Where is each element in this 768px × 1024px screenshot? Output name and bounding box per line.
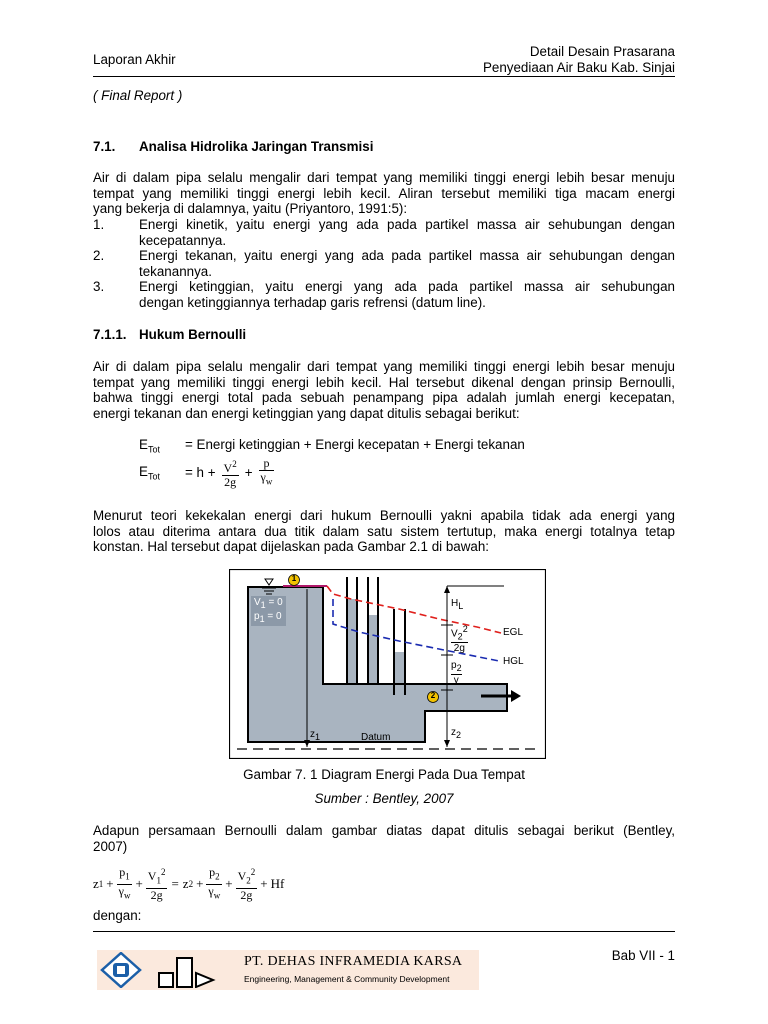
dengan-label: dengan: [93, 908, 142, 923]
initial-conditions-box [251, 596, 286, 626]
para-line: Air di dalam pipa selalu mengalir dari tempat yang memiliki tinggi energi lebih besar menuju [93, 170, 675, 185]
para-line: tempat yang memiliki tinggi energi lebih kecil. Aliran tersebut memiliki tiga macam energi [93, 185, 675, 201]
velocity-head-label [451, 624, 468, 654]
para-line: konstan. Hal tersebut dapat dijelaskan pada Gambar 2.1 di bawah: [93, 539, 490, 554]
p1-fraction [117, 866, 133, 902]
equation-etot-symbolic [185, 456, 274, 490]
plus: + [135, 876, 143, 891]
equation-etot-words [139, 437, 160, 458]
figure-caption: Gambar 7. 1 Diagram Energi Pada Dua Tempat [243, 767, 525, 782]
V2-sub: 2 [246, 875, 251, 886]
para-line: yang bekerja di dalamnya, yaitu (Priyantoro, 1991:5): [93, 201, 408, 216]
z2-sub: 2 [456, 730, 462, 740]
list-item [93, 248, 675, 279]
v2-sup: 2 [462, 624, 468, 634]
eq-kinetic-fraction [222, 458, 239, 489]
z2: z [182, 876, 189, 891]
z2-symbol: z [451, 727, 456, 738]
eq-sq: 2 [232, 458, 237, 469]
z1-sub: 1 [98, 879, 104, 889]
v1-symbol: V [254, 597, 261, 608]
equation-etot-rhs: = Energi ketinggian + Energi kecepatan + Energi tekanan [185, 437, 525, 452]
p2-fraction [206, 866, 222, 902]
bernoulli-intro-paragraph [93, 823, 675, 854]
company-name: PT. DEHAS INFRAMEDIA KARSA [244, 954, 463, 969]
datum-label: Datum [361, 732, 391, 743]
p2-sub: 2 [215, 871, 220, 882]
plus: + [260, 876, 268, 891]
plus: + [225, 876, 233, 891]
p1-value: = 0 [264, 611, 282, 622]
footer-company-band [97, 950, 479, 990]
hl-symbol: H [451, 598, 459, 609]
v1-sub: 1 [260, 600, 266, 610]
eq-p: p [259, 457, 275, 471]
list-item [93, 217, 675, 248]
para-line: Adapun persamaan Bernoulli dalam gambar diatas dapat ditulis sebagai berikut (Bentley, [93, 823, 675, 838]
z1-label [310, 729, 320, 742]
para-line: 2007) [93, 838, 128, 854]
two-g: 2g [453, 643, 465, 655]
list-line: Energi tekanan, yaitu energi yang ada pada partikel massa air sehubungan dengan [139, 248, 675, 263]
energy-diagram [229, 569, 546, 759]
company-tagline: Engineering, Management & Community Development [244, 974, 450, 984]
z1-symbol: z [310, 729, 315, 740]
p1-sub: 1 [259, 614, 265, 624]
v1-value: = 0 [265, 597, 283, 608]
marker-1-label: 1 [291, 574, 297, 583]
conservation-paragraph [93, 508, 675, 555]
hl-sub: L [458, 601, 464, 611]
list-line: Energi ketinggian, yaitu energi yang ada pada partikel massa air sehubungan [139, 279, 675, 294]
company-logo-icon [99, 952, 239, 988]
eq-sub: Tot [147, 444, 160, 455]
section-7-1-number: 7.1. [93, 139, 116, 154]
eq-E: E [139, 437, 148, 452]
pressure-head-label [451, 660, 462, 686]
marker-2-label: 2 [430, 691, 436, 700]
p2-symbol: p [451, 660, 457, 671]
w-sub: w [213, 889, 221, 900]
headloss-label [451, 598, 463, 611]
hf: Hf [270, 876, 285, 891]
header-rule [93, 76, 675, 77]
V1: V [147, 869, 157, 884]
z1: z [93, 876, 99, 891]
section-7-1-1-number: 7.1.1. [93, 327, 127, 342]
two-g: 2g [240, 887, 253, 902]
egl-label: EGL [503, 627, 524, 638]
z2-sub: 2 [188, 879, 194, 889]
section-7-1-1-paragraph [93, 359, 675, 421]
section-7-1-1-title: Hukum Bernoulli [139, 327, 247, 342]
p1: p [119, 865, 126, 880]
p1-symbol: p [254, 611, 260, 622]
section-7-1-title: Analisa Hidrolika Jaringan Transmisi [139, 139, 374, 154]
eq-w: w [265, 476, 273, 487]
list-number: 2. [93, 248, 105, 263]
header-right [483, 44, 675, 75]
v2-symbol: V [451, 628, 458, 640]
page-number: Bab VII - 1 [611, 948, 675, 963]
tube-1-water [348, 599, 356, 684]
plus: + [196, 876, 204, 891]
list-line: tekanannya. [139, 263, 212, 279]
list-item [93, 279, 675, 310]
section-7-1-paragraph [93, 170, 675, 217]
list-line: Energi kinetik, yaitu energi yang ada pada partikel massa air sehubungan dengan [139, 217, 675, 232]
p1-sub: 1 [125, 871, 130, 882]
list-line: kecepatannya. [139, 232, 227, 248]
two-g: 2g [150, 887, 163, 902]
gamma: γ [118, 883, 124, 898]
para-line: Menurut teori kekekalan energi dari hukum Bernoulli yakni apabila tidak ada energi yang [93, 508, 675, 523]
plus: + [106, 876, 114, 891]
z1-sub: 1 [315, 732, 321, 742]
footer-rule [93, 931, 675, 932]
equation-etot-symbolic-lhs [139, 464, 160, 485]
para-line: Air di dalam pipa selalu mengalir dari tempat yang memiliki tinggi energi lebih besar menuju [93, 359, 675, 374]
v2-fraction [236, 866, 258, 901]
para-line: energi tekanan dan energi ketinggian yang dapat ditulis sebagai berikut: [93, 405, 520, 421]
eq-gamma: γ [260, 470, 266, 485]
sq: 2 [160, 867, 166, 878]
list-number: 3. [93, 279, 105, 294]
tube-3-water [395, 652, 404, 695]
tube-2-water [369, 615, 377, 684]
p2: p [209, 865, 216, 880]
para-line: lolos atau diterima antara dua titik dalam satu sistem tertutup, maka energi totalnya tetap [93, 523, 675, 539]
V2: V [237, 869, 247, 884]
figure-source: Sumber : Bentley, 2007 [314, 791, 454, 806]
header-right-line2: Penyediaan Air Baku Kab. Sinjai [482, 59, 675, 75]
v2-sub: 2 [457, 631, 463, 642]
gamma: γ [208, 883, 214, 898]
sq: 2 [250, 867, 256, 878]
gamma-symbol: γ [453, 675, 459, 686]
list-line: dengan ketinggiannya terhadap garis refrensi (datum line). [139, 294, 486, 310]
hgl-label: HGL [503, 656, 524, 667]
bernoulli-equation [93, 862, 284, 906]
energy-list [93, 217, 675, 310]
p2-sub: 2 [456, 663, 462, 673]
header-right-line1: Detail Desain Prasarana [529, 44, 675, 59]
eq-pressure-fraction [259, 457, 275, 488]
final-report-label: ( Final Report ) [93, 88, 183, 103]
header-left: Laporan Akhir [93, 52, 176, 67]
eq-plus: + [244, 465, 253, 481]
para-line: bahwa tinggi energi total pada sebuah penampang pipa adalah jumlah energi kecepatan, [93, 390, 675, 405]
V1-sub: 1 [156, 875, 161, 886]
para-line: tempat yang memiliki tinggi energi lebih kecil. Hal tersebut dikenal dengan prinsip Bernoulli, [93, 374, 675, 390]
v1-fraction [146, 866, 168, 901]
eq-2g: 2g [224, 474, 237, 489]
list-number: 1. [93, 217, 105, 232]
eq-v: V [223, 460, 233, 475]
w-sub: w [123, 889, 131, 900]
equals: = [171, 876, 179, 891]
eq-sub: Tot [147, 471, 160, 482]
eq-h-text: = h + [185, 465, 216, 481]
z2-label [451, 727, 461, 740]
eq-E: E [139, 464, 148, 479]
